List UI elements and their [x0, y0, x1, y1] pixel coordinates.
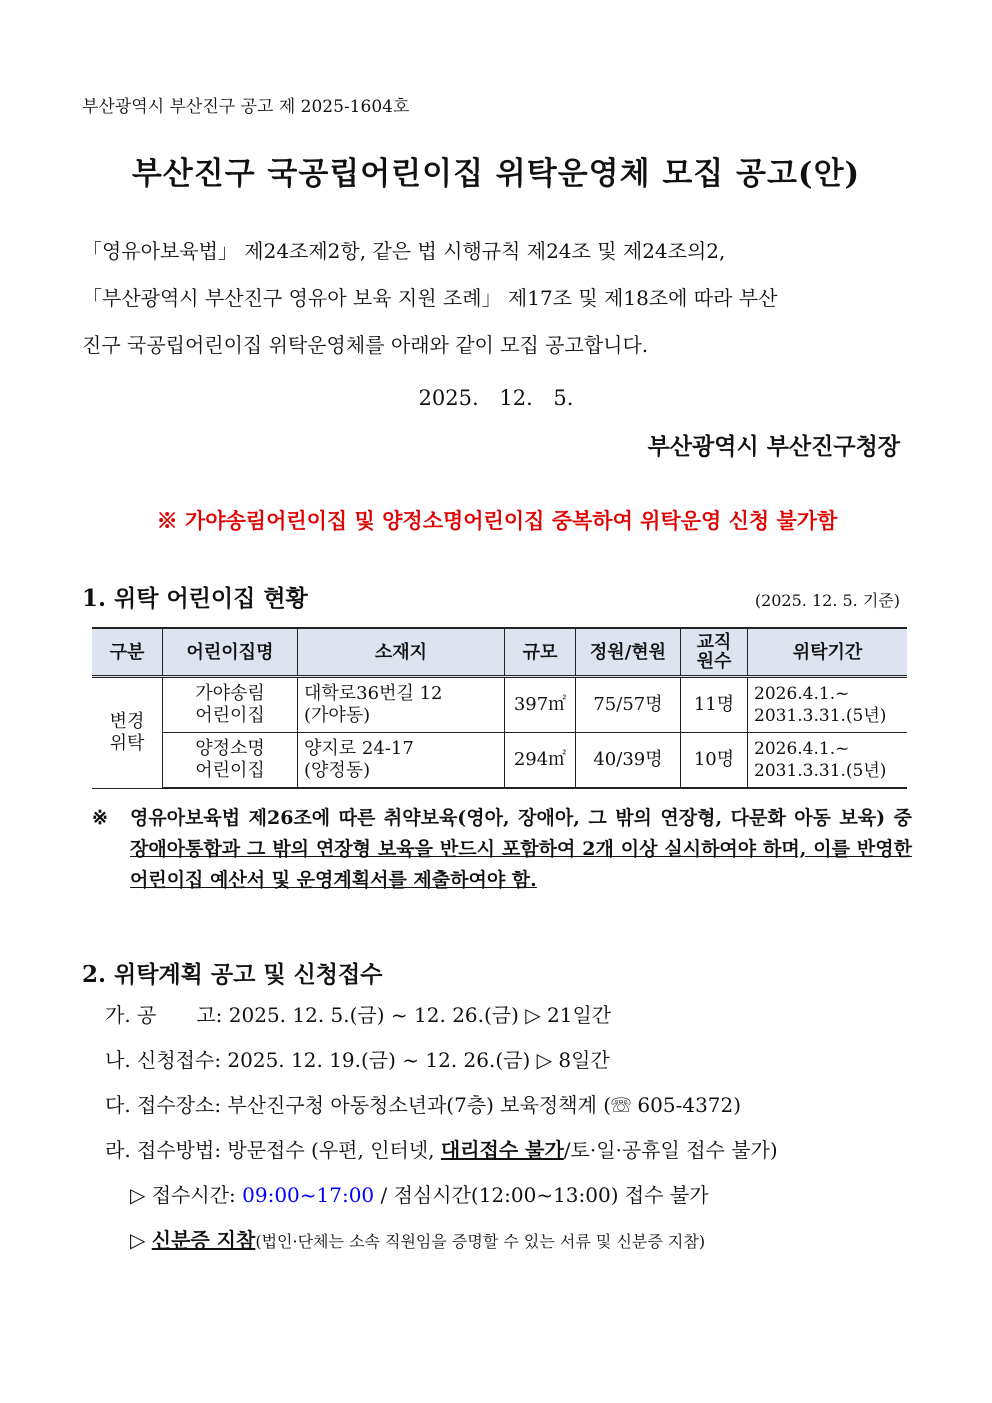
address-line1: 양지로 24-17 — [304, 738, 414, 759]
note-text: 영유아보육법 제26조에 따른 취약보육(영아, 장애아, 그 밖의 연장형, 다문화 아동 보육) 중 — [130, 807, 912, 829]
id-detail: (법인·단체는 소속 직원임을 증명할 수 있는 서류 및 신분증 지참) — [255, 1232, 706, 1251]
list-item-application-place: 다. 접수장소: 부산진구청 아동청소년과(7층) 보육정책계 (☏ 605-4372) — [105, 1093, 742, 1117]
capacity-cell: 75/57명 — [576, 677, 681, 733]
header-teachers-line2: 원수 — [696, 651, 732, 672]
scale-cell: 397㎡ — [505, 677, 576, 733]
header-name: 어린이집명 — [163, 628, 298, 677]
id-highlight: 신분증 지참 — [151, 1228, 256, 1252]
notice-date: 2025. 12. 5. — [418, 386, 574, 410]
name-line2: 어린이집 — [195, 760, 265, 781]
id-prefix: ▷ — [130, 1228, 152, 1252]
address-line2: (가야동) — [304, 705, 371, 726]
table-row — [92, 733, 907, 789]
period-line2: 2031.3.31.(5년) — [754, 706, 887, 726]
method-suffix: /토·일·공휴일 접수 불가) — [563, 1138, 778, 1162]
note-underlined-text: 장애아통합과 그 밖의 연장형 보육을 반드시 포함하여 2개 이상 실시하여야 하며, 이를 반영한 어린이집 예산서 및 운영계획서를 제출하여야 함. — [130, 838, 912, 891]
note-mark: ※ — [92, 807, 108, 829]
address-line2: (양정동) — [304, 760, 371, 781]
teachers-cell: 11명 — [681, 677, 748, 733]
name-cell — [163, 677, 298, 733]
hours-suffix: / 점심시간(12:00~13:00) 접수 불가 — [374, 1183, 709, 1207]
intro-paragraph — [82, 228, 912, 369]
section1-basis-date: (2025. 12. 5. 기준) — [754, 591, 900, 610]
header-capacity: 정원/현원 — [576, 628, 681, 677]
category-line1: 변경 — [109, 710, 145, 732]
period-line1: 2026.4.1.~ — [754, 684, 850, 704]
name-line2: 어린이집 — [195, 705, 265, 726]
childcare-note — [92, 803, 912, 896]
period-cell — [748, 733, 908, 789]
scale-cell: 294㎡ — [505, 733, 576, 789]
warning-notice: ※ 가야송림어린이집 및 양정소명어린이집 중복하여 위탁운영 신청 불가함 — [156, 508, 838, 533]
list-item-notice-period: 가. 공 고: 2025. 12. 5.(금) ~ 12. 26.(금) ▷ 21일간 — [105, 1003, 612, 1027]
header-period: 위탁기간 — [748, 628, 908, 677]
address-line1: 대학로36번길 12 — [304, 683, 443, 704]
header-address: 소재지 — [298, 628, 505, 677]
header-category: 구분 — [92, 628, 163, 677]
intro-line-2: 「부산광역시 부산진구 영유아 보육 지원 조례」 제17조 및 제18조에 따라 부산 — [82, 286, 778, 310]
period-line2: 2031.3.31.(5년) — [754, 761, 887, 781]
section1-title: 1. 위탁 어린이집 현황 — [82, 585, 308, 612]
list-item-application-period: 나. 신청접수: 2025. 12. 19.(금) ~ 12. 26.(금) ▷ 8일간 — [105, 1048, 610, 1072]
page-title: 부산진구 국공립어린이집 위탁운영체 모집 공고(안) — [131, 156, 861, 192]
name-line1: 양정소명 — [195, 738, 265, 759]
section2-title: 2. 위탁계획 공고 및 신청접수 — [82, 961, 383, 988]
capacity-cell: 40/39명 — [576, 733, 681, 789]
intro-line-3: 진구 국공립어린이집 위탁운영체를 아래와 같이 모집 공고합니다. — [82, 333, 649, 357]
table-header-row — [92, 628, 907, 677]
daycare-status-table — [92, 627, 907, 789]
list-item-id-required — [130, 1225, 778, 1270]
name-line1: 가야송림 — [195, 683, 265, 704]
header-teachers-line1: 교직 — [696, 632, 732, 653]
teachers-cell: 10명 — [681, 733, 748, 789]
header-scale: 규모 — [505, 628, 576, 677]
note-body — [130, 803, 912, 896]
period-line1: 2026.4.1.~ — [754, 739, 850, 759]
header-teachers — [681, 628, 748, 677]
signer: 부산광역시 부산진구청장 — [647, 433, 900, 460]
hours-prefix: ▷ 접수시간: — [130, 1183, 243, 1207]
section2-list — [105, 1000, 778, 1270]
method-prefix: 라. 접수방법: 방문접수 (우편, 인터넷, — [105, 1138, 441, 1162]
address-cell — [298, 733, 505, 789]
list-item-application-method — [105, 1135, 778, 1180]
table-row — [92, 677, 907, 733]
intro-line-1: 「영유아보육법」 제24조제2항, 같은 법 시행규칙 제24조 및 제24조의2, — [82, 239, 726, 263]
name-cell — [163, 733, 298, 789]
notice-number: 부산광역시 부산진구 공고 제 2025-1604호 — [82, 97, 410, 117]
method-highlight: 대리접수 불가 — [440, 1138, 564, 1162]
address-cell — [298, 677, 505, 733]
list-item-reception-hours — [130, 1180, 778, 1225]
category-cell — [92, 677, 163, 789]
category-line2: 위탁 — [109, 732, 145, 754]
hours-time: 09:00~17:00 — [242, 1183, 375, 1207]
period-cell — [748, 677, 908, 733]
